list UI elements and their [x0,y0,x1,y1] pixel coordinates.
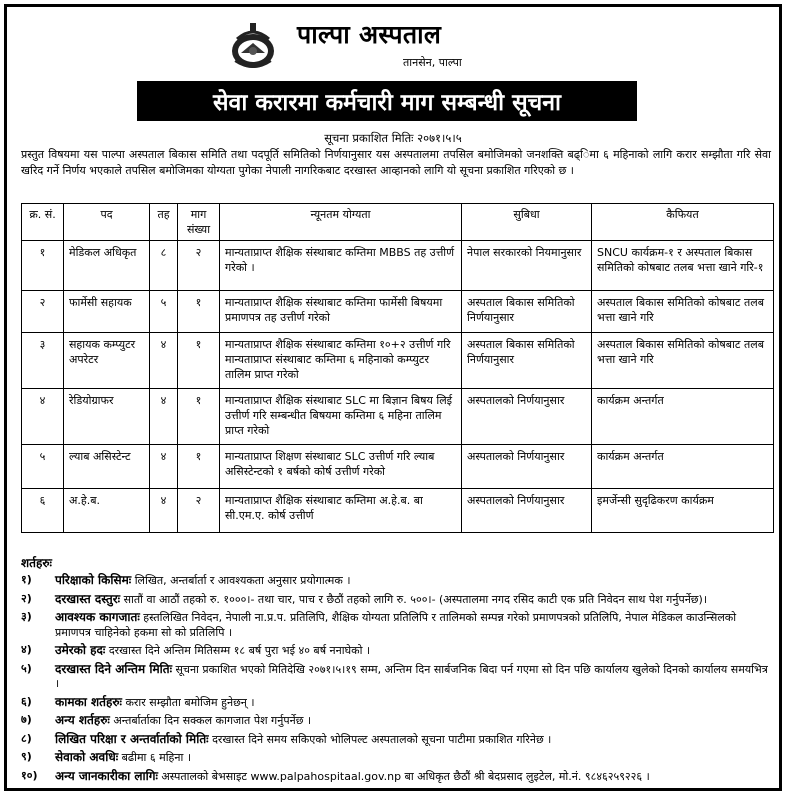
cell-level: ४ [150,389,178,445]
table-row [22,241,774,291]
condition-text: हस्तलिखित निवेदन, नेपाली ना.प्र.प. प्रतिलिपि, शैक्षिक योग्यता प्रतिलिपि र तालिमको सम्पन्न गरेको प्रमाणपत्रको प्रतिलिपि, नेपाल मेडिकल काउन्सिलको प्रमाणपत्र चाहिनेको हकमा सो को प्रतिलिपि । [55,611,737,639]
condition-item [21,713,773,729]
cell-qualification: मान्यताप्राप्त शैक्षिक संस्थाबाट कम्तिमा १०+२ उत्तीर्ण गरि मान्यताप्राप्त संस्थाबाट कम्तिमा ६ महिनाको कम्प्युटर तालिम प्राप्त गरेको [220,333,462,389]
cell-demand: २ [178,241,220,291]
cell-facility: अस्पताल बिकास समितिको निर्णयानुसार [462,291,592,333]
condition-item [21,750,773,766]
condition-number: ६) [21,694,32,708]
condition-item [21,610,773,640]
notice-sheet [4,4,782,791]
condition-label: कामका शर्तहरुः [55,694,122,709]
condition-text: सातौं वा आठौं तहको रु. १०००।- तथा चार, पाच र छैठौं तहको लागि रु. ५००।- (अस्पतालमा नगद रसिद काटी एक प्रति निवेदन साथ पेश गर्नुपर्नेछ)। [120,592,707,606]
cell-level: ४ [150,489,178,533]
condition-text: अस्पतालको बेभसाइट www.palpahospitaal.gov.np बा अधिकृत छैठौं श्री बेदप्रसाद लुइटेल, मो.नं. ९८४६२५९२२६ । [157,769,650,783]
col-header-qualification: न्यूनतम योग्यता [220,204,462,241]
cell-qualification: मान्यताप्राप्त शिक्षण संस्थाबाट SLC उत्तीर्ण गरि ल्याब असिस्टेन्टको १ बर्षको कोर्ष उत्तीर्ण गरेको [220,445,462,489]
cell-sn: ३ [22,333,64,389]
cell-post: रेडियोग्राफर [64,389,150,445]
condition-number: ९) [21,750,32,763]
condition-number: १०) [21,768,38,782]
table-row [22,445,774,489]
condition-label: आवश्यक कागजातः [55,610,140,624]
condition-number: ५) [21,661,32,675]
col-header-facility: सुबिधा [462,204,592,241]
condition-number: ८) [21,731,32,745]
cell-sn: ४ [22,389,64,445]
cell-qualification: मान्यताप्राप्त शैक्षिक संस्थाबाट कम्तिमा फार्मेसी बिषयमा प्रमाणपत्र तह उत्तीर्ण गरेको [220,291,462,333]
condition-number: ४) [21,643,32,656]
vacancy-table [21,203,774,533]
cell-sn: ६ [22,489,64,533]
table-header-row [22,204,774,241]
cell-sn: ५ [22,445,64,489]
table-row [22,389,774,445]
cell-post: ल्याब असिस्टेन्ट [64,445,150,489]
intro-paragraph: प्रस्तुत विषयमा यस पाल्पा अस्पताल बिकास समिति तथा पदपूर्ति समितिको निर्णयानुसार यस अस्पतालमा तपसिल बमोजिमको जनशक्ति बढ्िमा ६ महिनाको लागि करार सम्झौता गरि सेवा खरिद गर्ने निर्णय भएकाले तपसिल बमोजिमका योग्यता पुगेका नेपाली नागरिकबाट दरखास्त आव्हानको लागि यो सूचना प्रकाशित गरिएको छ । [21,148,771,177]
condition-text: लिखित, अन्तर्बार्ता र आवश्यकता अनुसार प्रयोगात्मक । [131,574,351,587]
cell-post: सहायक कम्प्युटर अपरेटर [64,333,150,389]
cell-demand: १ [178,389,220,445]
cell-remarks: इमर्जेन्सी सुदृढिकरण कार्यक्रम [592,489,774,533]
cell-facility: अस्पताल बिकास समितिको निर्णयानुसार [462,333,592,389]
col-header-level: तह [150,204,178,241]
condition-label: दरखास्त दिने अन्तिम मितिः [55,661,173,676]
cell-remarks: अस्पताल बिकास समितिको कोषबाट तलब भत्ता खाने गरि [592,291,774,333]
cell-remarks: कार्यक्रम अन्तर्गत [592,389,774,445]
condition-item [21,592,773,608]
cell-demand: २ [178,489,220,533]
condition-label: उमेरको हदः [55,643,106,657]
table-row [22,489,774,533]
cell-facility: नेपाल सरकारको नियमानुसार [462,241,592,291]
cell-qualification: मान्यताप्राप्त शैक्षिक संस्थाबाट कम्तिमा अ.हे.ब. बा सी.एम.ए. कोर्ष उत्तीर्ण [220,489,462,533]
cell-post: मेडिकल अधिकृत [64,241,150,291]
table-row [22,333,774,389]
condition-text: अन्तर्बार्ताका दिन सक्कल कागजात पेश गर्नुपर्नेछ । [109,714,312,727]
cell-level: ४ [150,333,178,389]
cell-qualification: मान्यताप्राप्त शैक्षिक संस्थाबाट SLC मा बिज्ञान बिषय लिई उत्तीर्ण गरि सम्बन्धीत बिषयमा कम्तिमा ६ महिना तालिम प्राप्त गरेको [220,389,462,445]
cell-post: फार्मेसी सहायक [64,291,150,333]
condition-label: परिक्षाको किसिमः [55,573,132,587]
condition-label: लिखित परिक्षा र अन्तर्वार्ताको मितिः [55,731,209,746]
condition-text: दरखास्त दिने अन्तिम मितिसम्म १८ बर्ष पुरा भई ४० बर्ष ननाघेको । [105,644,371,657]
condition-item [21,769,773,785]
condition-number: ३) [21,610,32,623]
condition-label: अन्य शर्तहरुः [55,713,110,727]
condition-label: दरखास्त दस्तुरः [55,591,121,606]
cell-remarks: SNCU कार्यक्रम-१ र अस्पताल बिकास समितिको कोषबाट तलब भत्ता खाने गरि-१ [592,241,774,291]
col-header-remarks: कैफियत [592,204,774,241]
cell-level: ५ [150,291,178,333]
condition-text: सूचना प्रकाशित भएको मितिदेखि २०७१।५।१९ सम्म, अन्तिम दिन सार्बजनिक बिदा पर्न गएमा सो दिन पछि कार्यालय खुलेको दिनको कार्यालय समयभित्र । [55,662,768,690]
condition-item [21,695,773,711]
condition-item [21,732,773,748]
col-header-sn: क्र. सं. [22,204,64,241]
col-header-demand: माग संख्या [178,204,220,241]
condition-text: बढीमा ६ महिना । [118,751,192,764]
cell-demand: १ [178,333,220,389]
cell-remarks: कार्यक्रम अन्तर्गत [592,445,774,489]
condition-number: ७) [21,713,32,726]
cell-qualification: मान्यताप्राप्त शैक्षिक संस्थाबाट कम्तिमा MBBS तह उत्तीर्ण गरेको । [220,241,462,291]
condition-label: सेवाको अवधिः [55,750,119,764]
letterhead [7,15,779,75]
cell-post: अ.हे.ब. [64,489,150,533]
condition-item [21,662,773,692]
cell-demand: १ [178,445,220,489]
conditions-title: शर्तहरुः [21,556,52,570]
cell-facility: अस्पतालको निर्णयानुसार [462,445,592,489]
cell-level: ८ [150,241,178,291]
cell-facility: अस्पतालको निर्णयानुसार [462,389,592,445]
cell-demand: १ [178,291,220,333]
table-row [22,291,774,333]
cell-sn: २ [22,291,64,333]
cell-sn: १ [22,241,64,291]
hospital-name: पाल्पा अस्पताल [297,20,442,49]
col-header-post: पद [64,204,150,241]
published-date: सूचना प्रकाशित मितिः २०७१।५।५ [324,131,462,145]
condition-item [21,643,773,659]
condition-item [21,573,773,589]
condition-text: दरखास्त दिने समय सकिएको भोलिपल्ट अस्पतालको सूचना पाटीमा प्रकाशित गरिनेछ । [208,732,552,746]
nepal-government-emblem-icon [229,21,277,71]
condition-label: अन्य जानकारीका लागिः [55,768,158,783]
hospital-address: तानसेन, पाल्पा [403,56,462,69]
condition-text: करार सम्झौता बमोजिम हुनेछन् । [121,695,255,709]
condition-number: २) [21,591,32,605]
cell-remarks: अस्पताल बिकास समितिको कोषबाट तलब भत्ता खाने गरि [592,333,774,389]
cell-level: ४ [150,445,178,489]
conditions-section [21,554,773,787]
notice-title-banner: सेवा करारमा कर्मचारी माग सम्बन्धी सूचना [137,81,637,121]
cell-facility: अस्पतालको निर्णयानुसार [462,489,592,533]
condition-number: १) [21,573,32,586]
